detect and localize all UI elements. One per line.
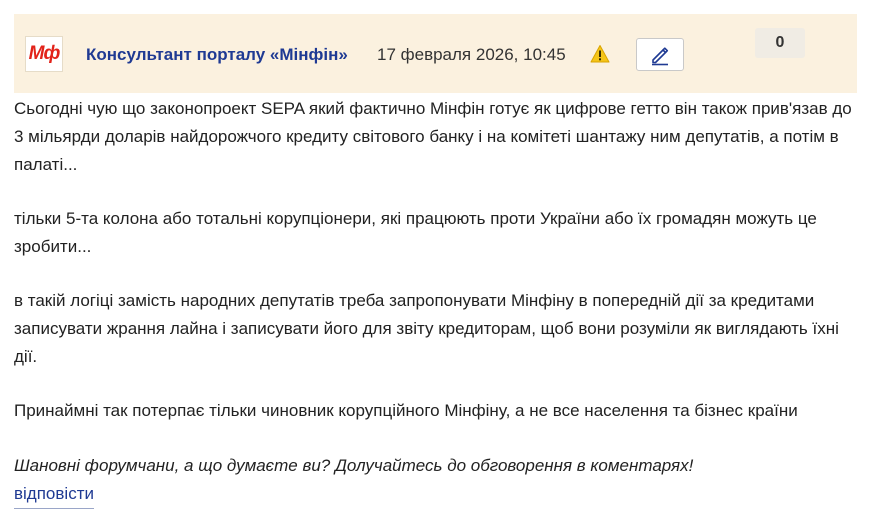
- comment-body: [14, 95, 859, 509]
- comment-paragraph: тільки 5-та колона або тотальні корупціонери, які працюють проти України або їх громадян можуть це зробити...: [14, 209, 817, 256]
- comment-date: 17 февраля 2026, 10:45: [377, 45, 566, 64]
- call-to-action: Шановні форумчани, а що думаєте ви? Долучайтесь до обговорення в коментарях!: [14, 456, 694, 475]
- comment-paragraph: Сьогодні чую що законопроект SEPA який фактично Мінфін готує як цифрове гетто він також прив'язав до 3 мільярди доларів найдорожчого кредиту світового банку і на комітеті шантажу ним депутатів, а потім в палаті...: [14, 99, 852, 174]
- minfin-logo: Мф: [25, 36, 63, 72]
- warning-icon[interactable]: [590, 44, 610, 64]
- comment-count-badge: 0: [755, 28, 805, 58]
- comment-header: [14, 14, 857, 93]
- comment-paragraph: Принаймні так потерпає тільки чиновник корупційного Мінфіну, а не все населення та бізнес країни: [14, 401, 798, 420]
- reply-link[interactable]: відповісти: [14, 480, 94, 509]
- pencil-icon: [649, 44, 671, 66]
- comment-paragraph: в такій логіці замість народних депутатів треба запропонувати Мінфіну в попередній дії за кредитами записувати жрання лайна і записувати його для звіту кредиторам, щоб вони розуміли як виглядають їхні дії.: [14, 291, 839, 366]
- edit-button[interactable]: [636, 38, 684, 71]
- comment-author[interactable]: Консультант порталу «Мінфін»: [86, 45, 348, 64]
